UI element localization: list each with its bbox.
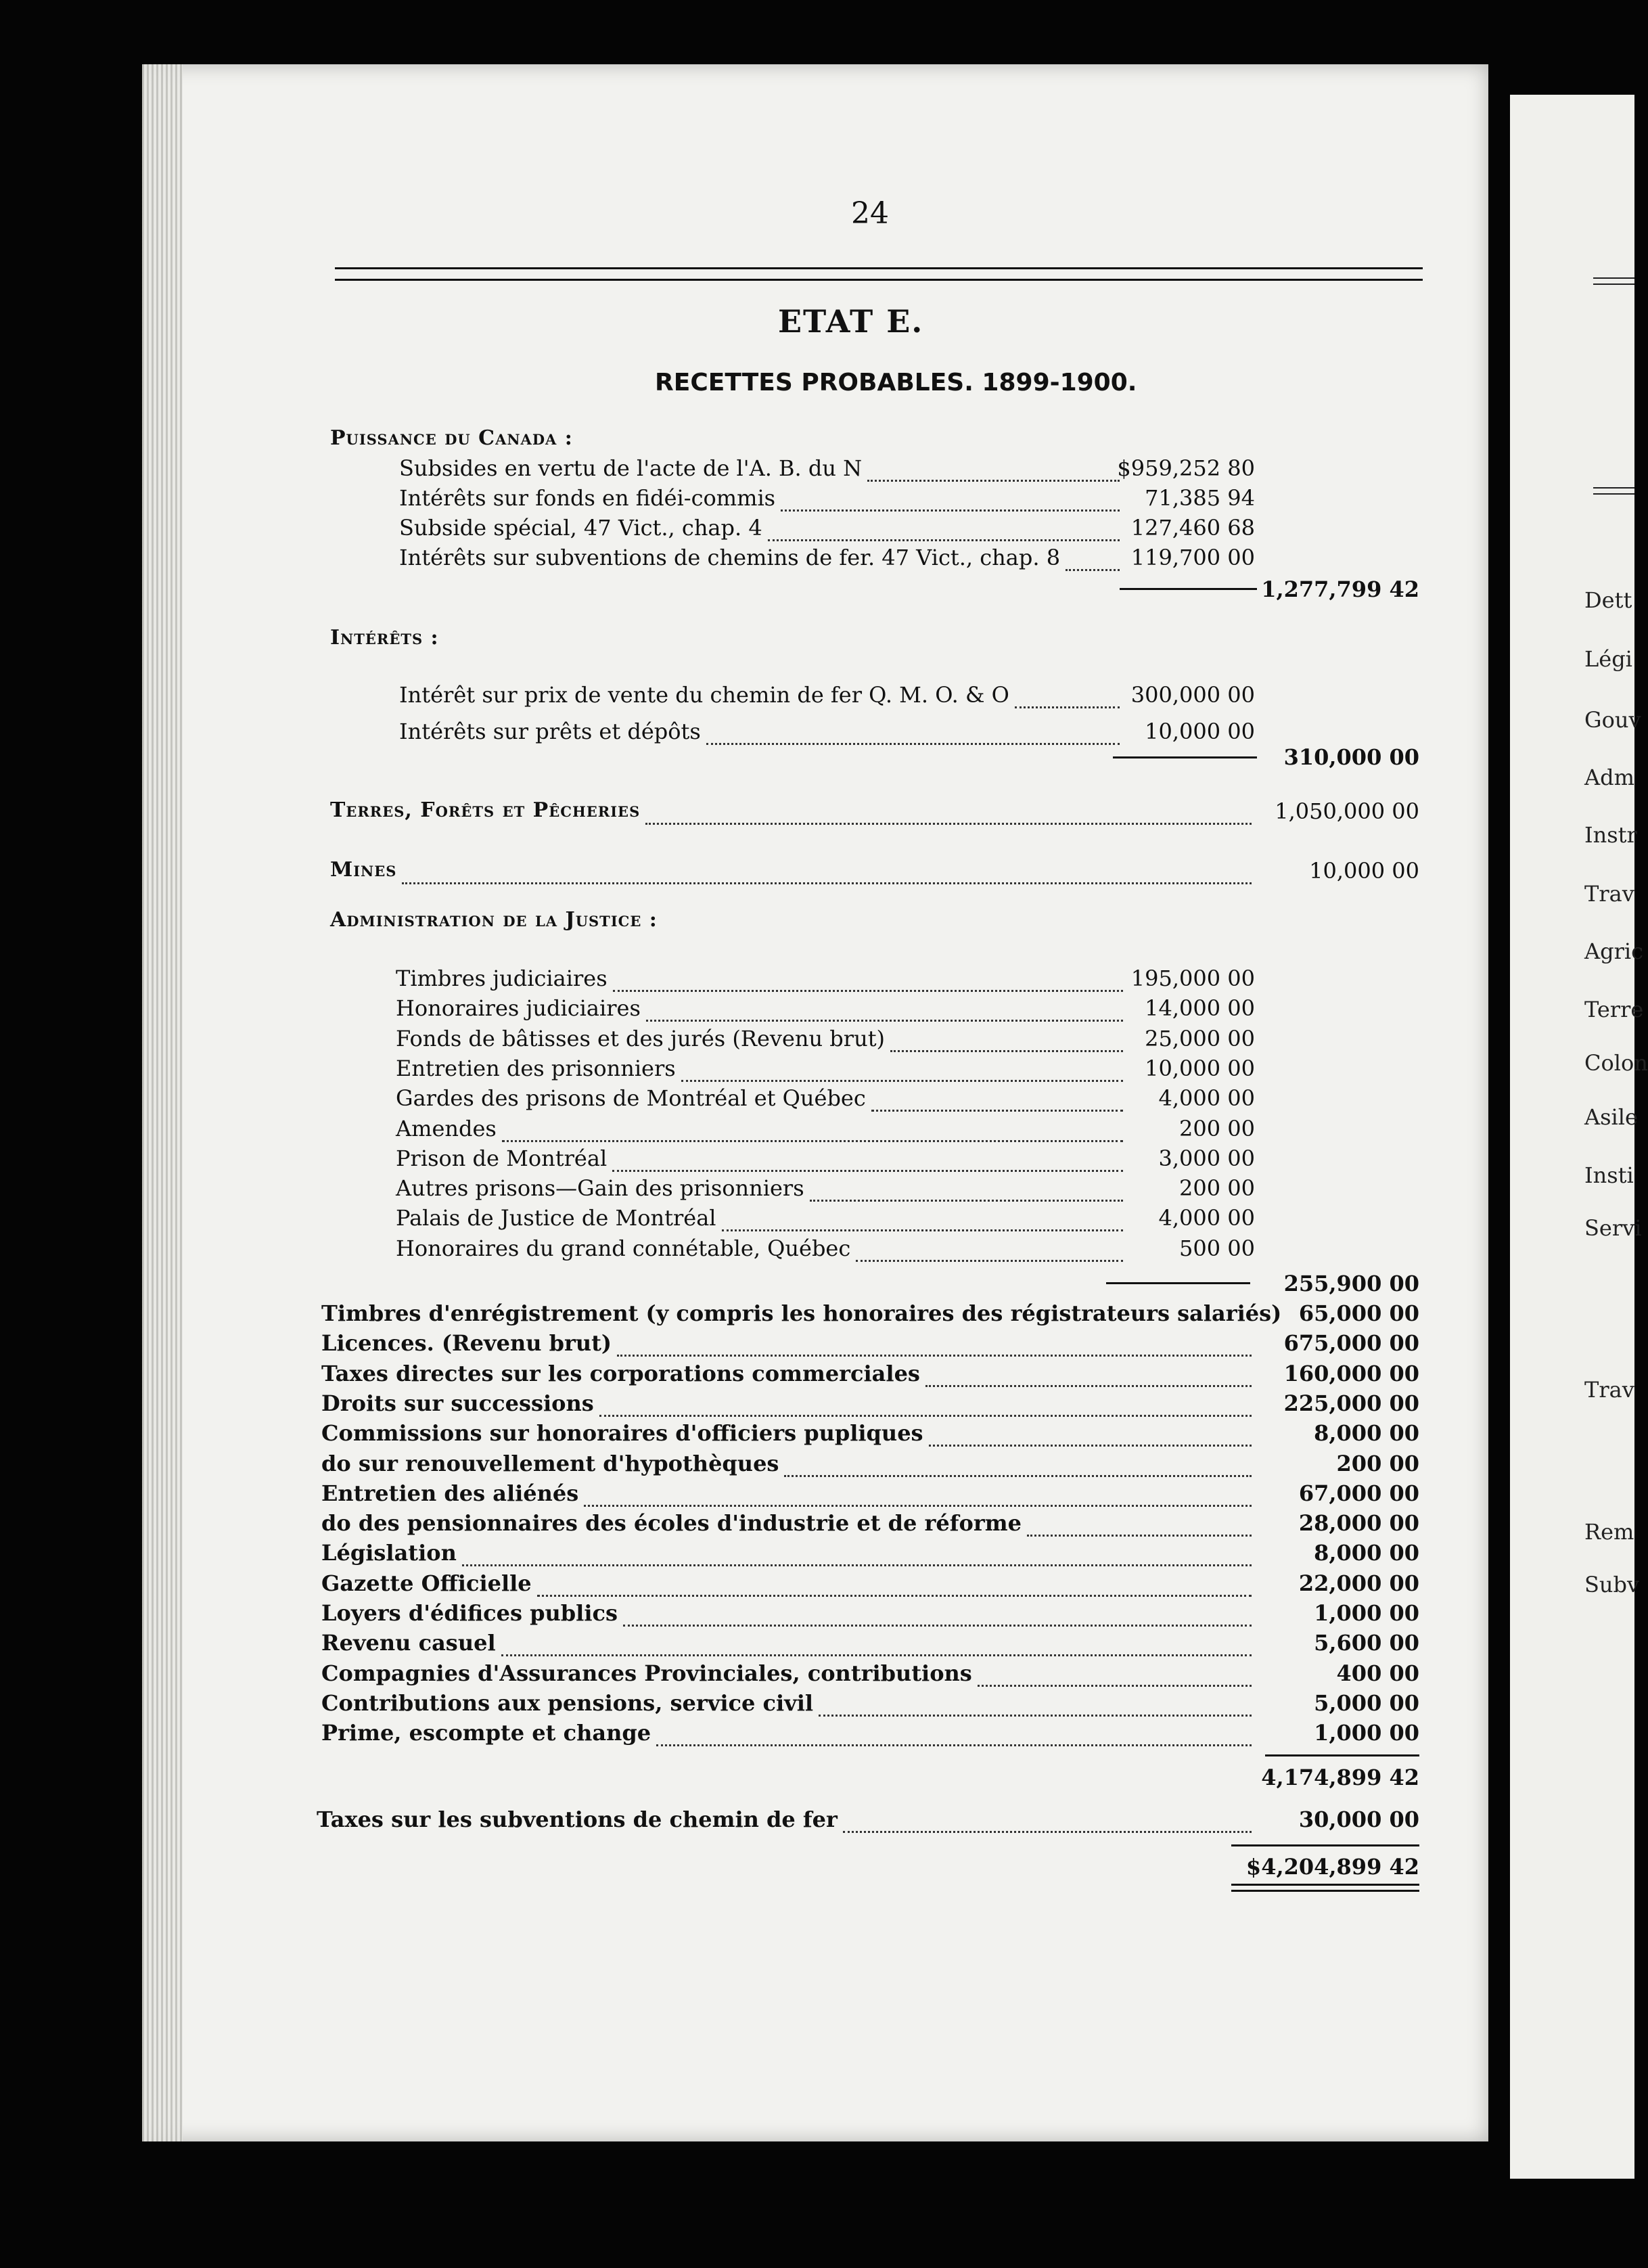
other-item-8-leader xyxy=(462,1540,1252,1566)
other-item-4-amount: 8,000 00 xyxy=(1314,1420,1419,1447)
subtotal-row xyxy=(1261,1765,1419,1794)
canada-item-0 xyxy=(399,455,1419,485)
other-item-13 xyxy=(321,1690,1419,1720)
other-item-11 xyxy=(321,1630,1419,1660)
interets-item-0 xyxy=(399,682,1419,712)
other-item-2 xyxy=(321,1361,1419,1390)
canada-item-1-label: Intérêts sur fonds en fidéi-commis xyxy=(399,485,776,511)
other-item-3-leader xyxy=(599,1390,1252,1417)
facing-stub-2: Gouv xyxy=(1584,707,1641,733)
grand-total-double-line xyxy=(1231,1884,1419,1892)
facing-stub-0: Dett xyxy=(1584,587,1632,613)
justice-item-1-amount: 14,000 00 xyxy=(1145,995,1255,1022)
canada-item-0-leader xyxy=(867,455,1120,482)
justice-item-6-amount: 3,000 00 xyxy=(1158,1145,1255,1171)
other-item-8-label: Législation xyxy=(321,1540,457,1566)
justice-item-5-leader xyxy=(502,1116,1123,1142)
other-item-1-amount: 675,000 00 xyxy=(1283,1330,1419,1357)
canada-item-1 xyxy=(399,485,1419,515)
other-item-12-amount: 400 00 xyxy=(1336,1660,1419,1686)
justice-item-8-leader xyxy=(722,1205,1123,1231)
justice-item-7-leader xyxy=(810,1175,1123,1202)
justice-item-2-label: Fonds de bâtisses et des jurés (Revenu brut) xyxy=(396,1025,886,1051)
justice-item-0-label: Timbres judiciaires xyxy=(396,966,608,991)
other-item-13-label: Contributions aux pensions, service civil xyxy=(321,1689,814,1716)
justice-item-5 xyxy=(396,1116,1419,1146)
railway-tax-row-leader xyxy=(843,1807,1252,1833)
other-item-5 xyxy=(321,1451,1419,1480)
facing-stub-8: Colon xyxy=(1584,1050,1648,1076)
other-item-4-label: Commissions sur honoraires d'officiers pupliques xyxy=(321,1420,923,1447)
facing-page xyxy=(1510,95,1648,2179)
other-item-2-leader xyxy=(925,1361,1252,1387)
other-item-12-label: Compagnies d'Assurances Provinciales, contributions xyxy=(321,1660,972,1686)
canada-item-2 xyxy=(399,515,1419,545)
other-item-13-amount: 5,000 00 xyxy=(1314,1689,1419,1716)
interets-total-amount: 310,000 00 xyxy=(1283,744,1419,770)
mines-row-label: Mines xyxy=(330,858,397,882)
justice-item-6-leader xyxy=(612,1146,1123,1172)
justice-item-6-label: Prison de Montréal xyxy=(396,1145,608,1171)
justice-item-7 xyxy=(396,1175,1419,1205)
other-item-7 xyxy=(321,1510,1419,1540)
facing-stub-12: Trav xyxy=(1584,1377,1634,1403)
canada-sum-line xyxy=(1120,588,1257,590)
facing-stub-14: Subv xyxy=(1584,1572,1640,1597)
justice-total xyxy=(1272,1271,1419,1300)
facing-stub-13: Rem xyxy=(1584,1519,1634,1545)
facing-stub-11: Servi xyxy=(1584,1215,1642,1241)
other-item-7-label: do des pensionnaires des écoles d'industrie et de réforme xyxy=(321,1510,1022,1537)
other-item-5-label: do sur renouvellement d'hypothèques xyxy=(321,1450,779,1476)
other-item-11-leader xyxy=(501,1630,1252,1656)
facing-stub-10: Insti xyxy=(1584,1162,1634,1188)
facing-stub-9: Asile xyxy=(1584,1104,1638,1130)
justice-item-9-leader xyxy=(856,1235,1123,1262)
justice-item-3 xyxy=(396,1056,1419,1085)
justice-item-0-leader xyxy=(613,966,1123,992)
grand-total-row-amount: $4,204,899 42 xyxy=(1245,1854,1419,1880)
other-item-8-amount: 8,000 00 xyxy=(1314,1540,1419,1566)
canada-item-2-amount: 127,460 68 xyxy=(1130,515,1255,541)
justice-item-7-amount: 200 00 xyxy=(1179,1175,1255,1202)
other-item-10 xyxy=(321,1600,1419,1630)
other-item-7-leader xyxy=(1027,1510,1252,1537)
other-item-8 xyxy=(321,1540,1419,1570)
other-item-7-amount: 28,000 00 xyxy=(1298,1510,1419,1537)
justice-item-0-amount: 195,000 00 xyxy=(1130,966,1255,991)
justice-item-4-leader xyxy=(871,1085,1123,1112)
other-item-13-leader xyxy=(819,1690,1252,1717)
other-item-6-leader xyxy=(584,1480,1252,1507)
other-item-14-amount: 1,000 00 xyxy=(1314,1720,1419,1746)
other-item-2-amount: 160,000 00 xyxy=(1283,1360,1419,1386)
other-item-2-label: Taxes directes sur les corporations commerciales xyxy=(321,1360,920,1386)
grand-total-top-line xyxy=(1231,1844,1419,1846)
other-item-1 xyxy=(321,1330,1419,1360)
canada-item-1-amount: 71,385 94 xyxy=(1145,485,1255,511)
facing-stub-6: Agric xyxy=(1584,938,1644,964)
terres-row-leader xyxy=(645,798,1252,825)
canada-item-0-amount: $959,252 80 xyxy=(1117,455,1255,481)
justice-item-9-amount: 500 00 xyxy=(1179,1235,1255,1261)
other-item-10-leader xyxy=(623,1600,1252,1627)
other-item-6 xyxy=(321,1480,1419,1510)
justice-item-4 xyxy=(396,1085,1419,1115)
interets-item-1-label: Intérêts sur prêts et dépôts xyxy=(399,719,701,744)
grand-total-row xyxy=(1245,1854,1419,1884)
other-item-6-amount: 67,000 00 xyxy=(1298,1480,1419,1506)
railway-tax-row-label: Taxes sur les subventions de chemin de fer xyxy=(317,1807,838,1832)
canada-total-amount: 1,277,799 42 xyxy=(1261,576,1419,602)
canada-item-1-leader xyxy=(781,485,1120,512)
other-item-12-leader xyxy=(978,1660,1252,1687)
justice-item-3-leader xyxy=(681,1056,1123,1082)
heading-interets xyxy=(330,626,1419,656)
justice-item-9-label: Honoraires du grand connétable, Québec xyxy=(396,1235,851,1261)
justice-item-6 xyxy=(396,1146,1419,1175)
justice-item-1-label: Honoraires judiciaires xyxy=(396,995,641,1022)
justice-item-1 xyxy=(396,995,1419,1025)
interets-item-1 xyxy=(399,719,1419,748)
interets-item-1-leader xyxy=(706,719,1120,745)
justice-sum-line xyxy=(1106,1282,1250,1284)
facing-rule-1 xyxy=(1593,487,1634,495)
mines-row-leader xyxy=(402,858,1252,884)
justice-item-2-amount: 25,000 00 xyxy=(1145,1025,1255,1051)
heading-canada xyxy=(330,426,1419,456)
facing-stub-5: Trav xyxy=(1584,881,1634,907)
other-item-0 xyxy=(321,1300,1419,1330)
other-item-10-amount: 1,000 00 xyxy=(1314,1600,1419,1626)
justice-item-5-amount: 200 00 xyxy=(1179,1115,1255,1141)
canada-item-3 xyxy=(399,545,1419,574)
other-item-10-label: Loyers d'édifices publics xyxy=(321,1600,618,1626)
interets-sum-line xyxy=(1113,756,1257,758)
other-item-9-label: Gazette Officielle xyxy=(321,1570,532,1596)
justice-item-4-amount: 4,000 00 xyxy=(1158,1085,1255,1112)
justice-item-2-leader xyxy=(890,1026,1123,1052)
justice-item-2 xyxy=(396,1026,1419,1056)
mines-row-amount: 10,000 00 xyxy=(1309,858,1419,884)
justice-item-3-label: Entretien des prisonniers xyxy=(396,1055,676,1081)
justice-item-3-amount: 10,000 00 xyxy=(1145,1055,1255,1081)
other-item-0-label: Timbres d'enrégistrement (y compris les honoraires des régistrateurs salariés) xyxy=(321,1300,1282,1326)
other-item-11-amount: 5,600 00 xyxy=(1314,1630,1419,1656)
terres-row xyxy=(330,798,1419,828)
subtotal-row-amount: 4,174,899 42 xyxy=(1261,1765,1419,1790)
canada-item-2-leader xyxy=(768,515,1120,541)
other-item-3-label: Droits sur successions xyxy=(321,1390,594,1416)
header-rule xyxy=(335,267,1423,281)
canada-item-3-amount: 119,700 00 xyxy=(1130,545,1255,570)
other-item-14-leader xyxy=(656,1720,1252,1746)
justice-item-1-leader xyxy=(646,995,1123,1022)
page-edge-stack xyxy=(142,64,183,2141)
other-item-9-leader xyxy=(537,1570,1252,1597)
interets-total xyxy=(1272,744,1419,774)
justice-total-amount: 255,900 00 xyxy=(1283,1271,1419,1296)
railway-tax-row xyxy=(317,1807,1419,1836)
other-item-3 xyxy=(321,1390,1419,1420)
other-item-14 xyxy=(321,1720,1419,1750)
interets-item-0-amount: 300,000 00 xyxy=(1130,682,1255,708)
other-item-11-label: Revenu casuel xyxy=(321,1630,496,1656)
interets-item-0-label: Intérêt sur prix de vente du chemin de fer Q. M. O. & O xyxy=(399,682,1009,708)
other-item-5-amount: 200 00 xyxy=(1336,1450,1419,1476)
other-item-9 xyxy=(321,1570,1419,1600)
other-item-4 xyxy=(321,1420,1419,1450)
statement-subtitle: RECETTES PROBABLES. 1899-1900. xyxy=(655,369,1137,396)
other-item-3-amount: 225,000 00 xyxy=(1283,1390,1419,1416)
facing-stub-4: Instr xyxy=(1584,822,1637,848)
terres-row-label: Terres, Forêts et Pêcheries xyxy=(330,798,641,822)
interets-item-1-amount: 10,000 00 xyxy=(1145,719,1255,744)
canada-item-2-label: Subside spécial, 47 Vict., chap. 4 xyxy=(399,515,762,541)
facing-stub-1: Légi xyxy=(1584,646,1632,672)
interets-item-0-leader xyxy=(1015,682,1120,708)
other-item-1-label: Licences. (Revenu brut) xyxy=(321,1330,612,1357)
canada-total xyxy=(1261,576,1419,606)
other-item-9-amount: 22,000 00 xyxy=(1298,1570,1419,1596)
railway-tax-row-amount: 30,000 00 xyxy=(1298,1807,1419,1832)
justice-item-8-amount: 4,000 00 xyxy=(1158,1205,1255,1231)
facing-stub-3: Adm xyxy=(1584,765,1634,790)
justice-item-8-label: Palais de Justice de Montréal xyxy=(396,1205,716,1231)
justice-item-0 xyxy=(396,966,1419,995)
canada-item-0-label: Subsides en vertu de l'acte de l'A. B. du N xyxy=(399,455,863,481)
canada-item-3-label: Intérêts sur subventions de chemins de fer. 47 Vict., chap. 8 xyxy=(399,545,1061,570)
justice-item-4-label: Gardes des prisons de Montréal et Québec xyxy=(396,1085,866,1112)
other-item-4-leader xyxy=(929,1420,1252,1447)
other-item-12 xyxy=(321,1660,1419,1690)
other-item-5-leader xyxy=(784,1451,1252,1477)
mines-row xyxy=(330,858,1419,888)
heading-canada-label: Puissance du Canada : xyxy=(330,426,573,450)
heading-justice-label: Administration de la Justice : xyxy=(330,908,658,932)
subtotal-line xyxy=(1265,1754,1419,1756)
heading-interets-label: Intérêts : xyxy=(330,626,439,650)
heading-justice xyxy=(330,908,1419,938)
facing-rule-0 xyxy=(1593,277,1634,285)
justice-item-8 xyxy=(396,1205,1419,1235)
statement-title: ETAT E. xyxy=(778,303,924,340)
justice-item-9 xyxy=(396,1235,1419,1265)
canada-item-3-leader xyxy=(1066,545,1120,571)
page-number: 24 xyxy=(851,196,889,231)
justice-item-5-label: Amendes xyxy=(396,1115,497,1141)
facing-stub-7: Terre xyxy=(1584,997,1644,1022)
other-item-14-label: Prime, escompte et change xyxy=(321,1720,651,1746)
justice-item-7-label: Autres prisons—Gain des prisonniers xyxy=(396,1175,804,1202)
other-item-1-leader xyxy=(617,1330,1252,1357)
terres-row-amount: 1,050,000 00 xyxy=(1275,798,1419,824)
other-item-0-amount: 65,000 00 xyxy=(1298,1300,1419,1326)
other-item-6-label: Entretien des aliénés xyxy=(321,1480,579,1506)
